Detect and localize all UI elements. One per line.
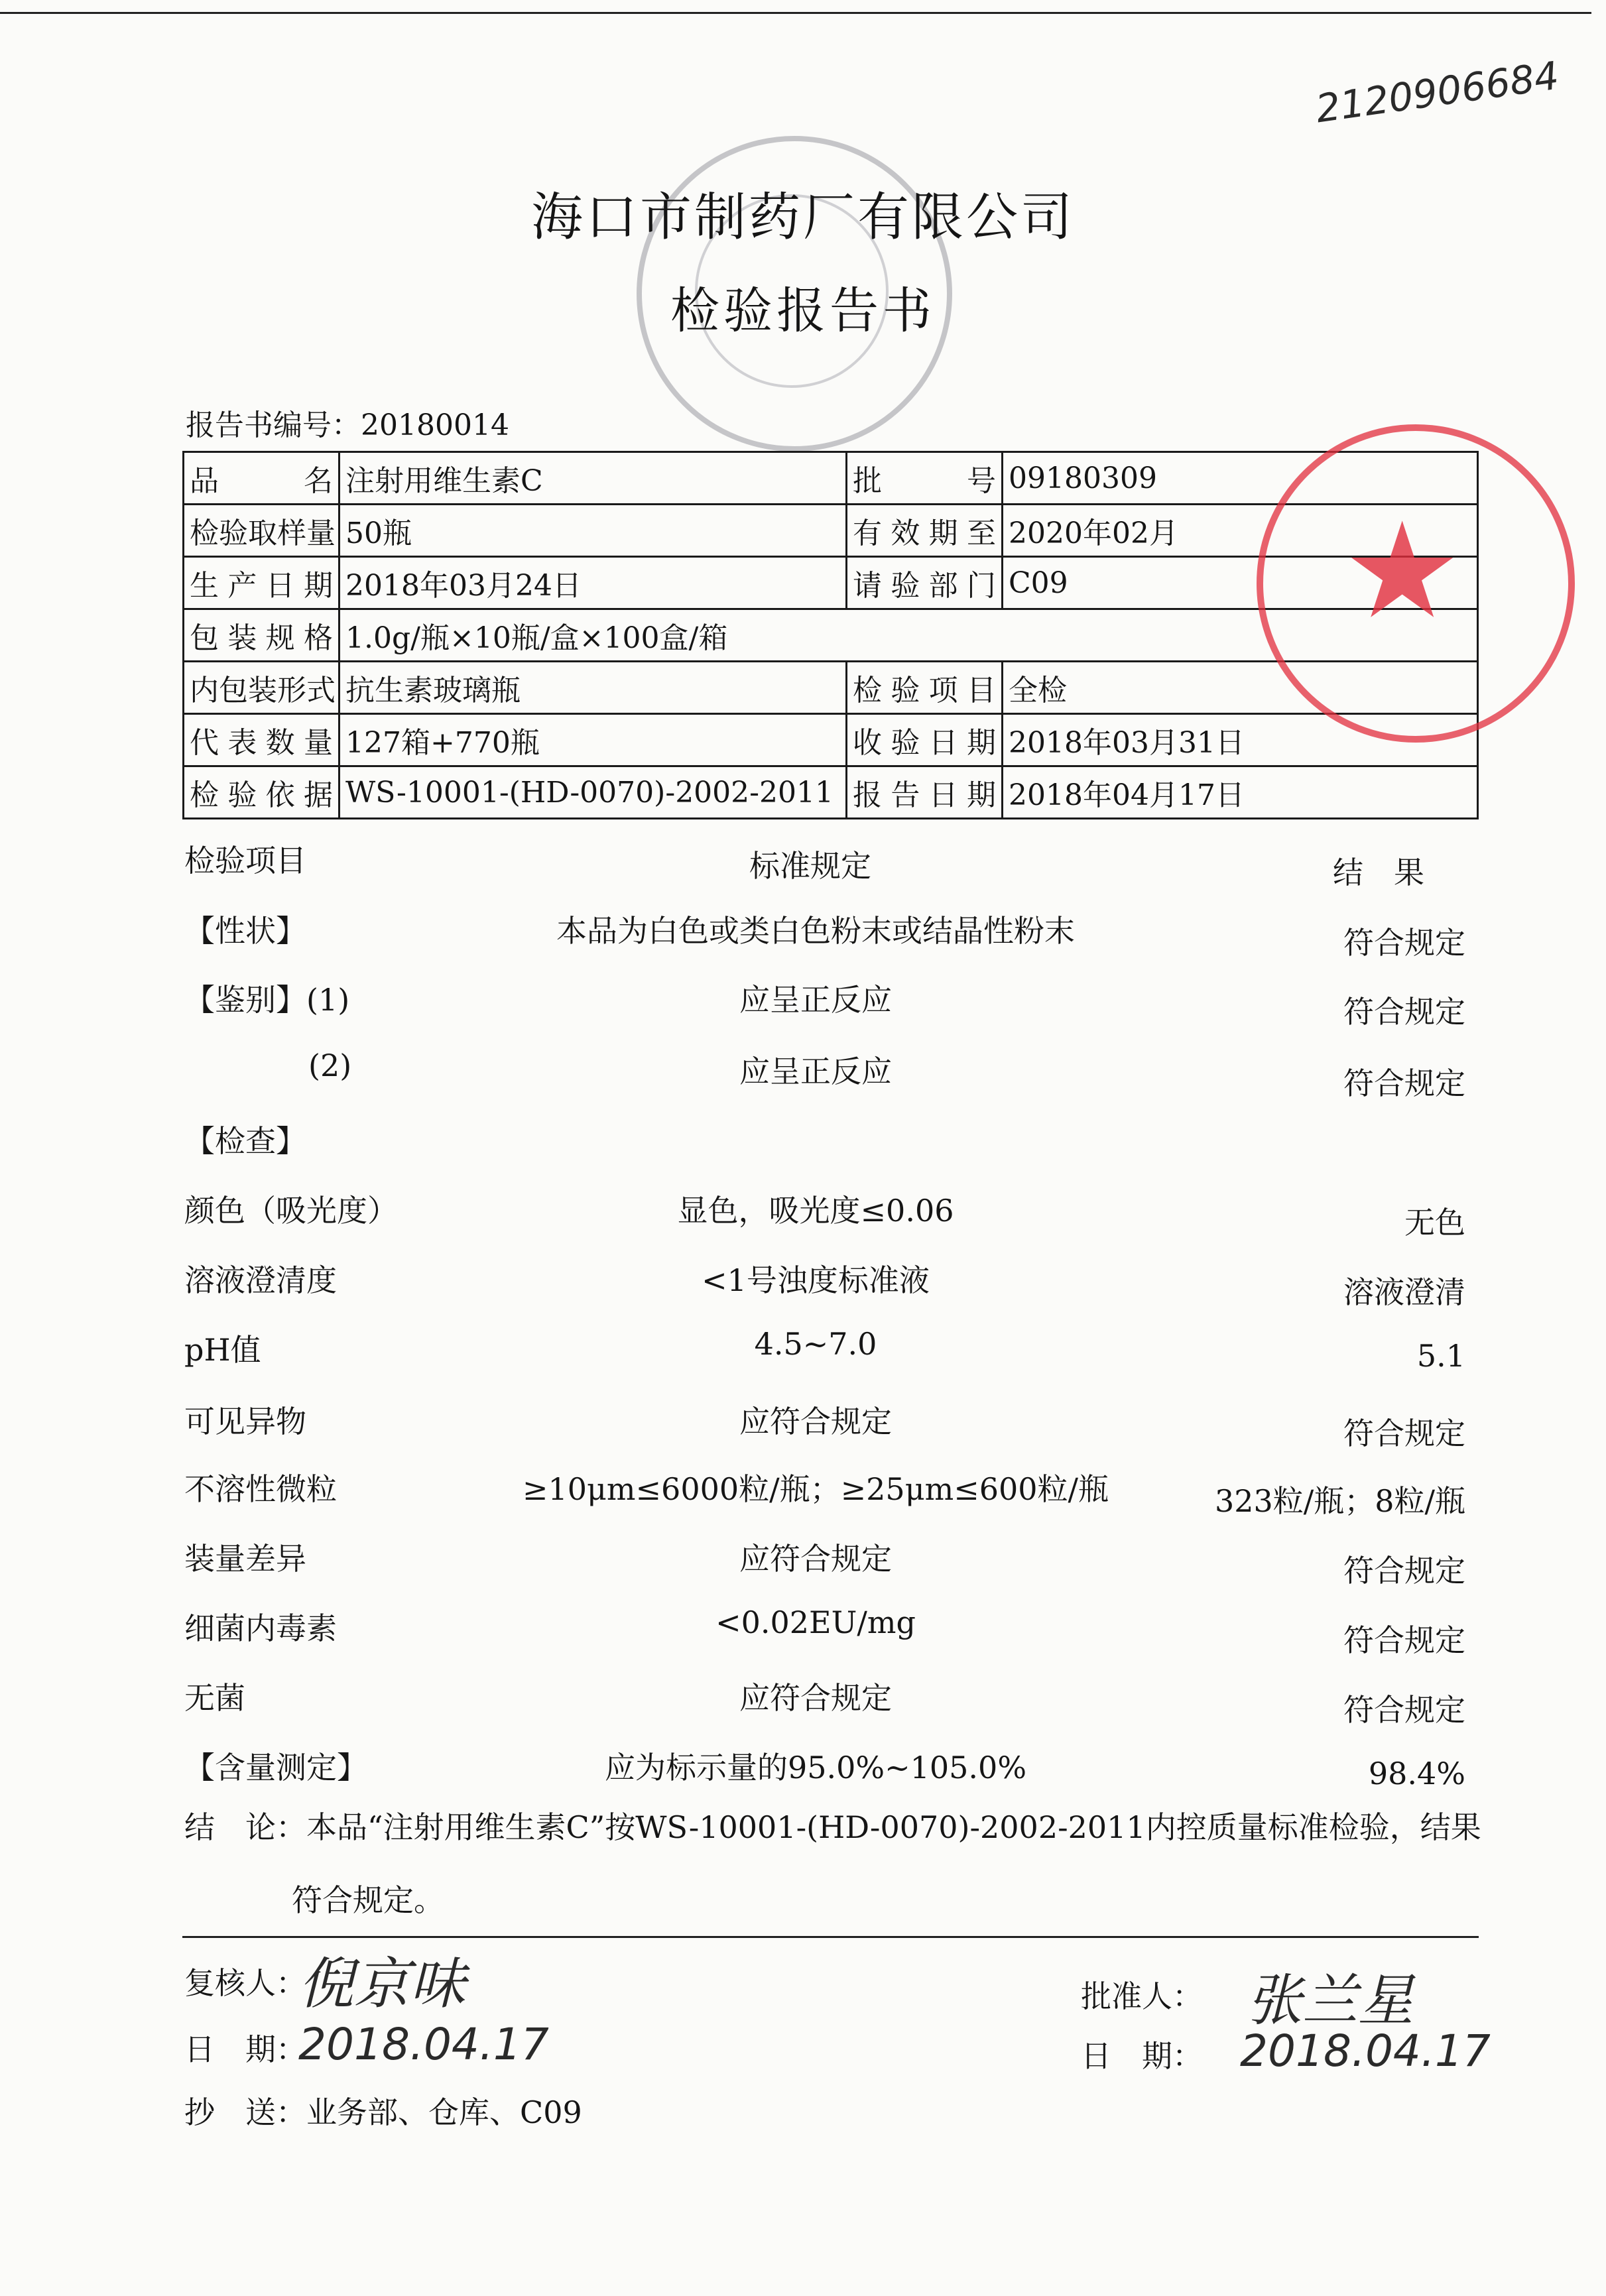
- header-result: 结 果: [1333, 855, 1424, 890]
- test-row: [0, 1187, 1606, 1240]
- conclusion-text-continued: 符合规定。: [292, 1882, 444, 1918]
- test-name: (2): [308, 1048, 352, 1083]
- approver-date-label: 日 期：: [1081, 2038, 1203, 2074]
- test-name: 无菌: [184, 1680, 245, 1716]
- test-standard: 应为标示量的95.0%~105.0%: [604, 1750, 1027, 1785]
- test-row: [0, 1465, 1606, 1518]
- expiry-value: 2020年02月: [1003, 505, 1478, 557]
- company-name: 海口市制药厂有限公司: [530, 188, 1075, 247]
- test-row: [0, 1048, 1606, 1101]
- basis-label: 检验依据: [184, 766, 340, 819]
- report-date-label: 报告日期: [847, 766, 1003, 819]
- test-result: 符合规定: [1343, 925, 1465, 961]
- test-result: 符合规定: [1343, 1692, 1465, 1728]
- test-row: [0, 1256, 1606, 1309]
- approver-signature: 张兰星: [1247, 1968, 1414, 2033]
- report-number: 报告书编号：20180014: [186, 408, 509, 442]
- reviewer-date-label: 日 期：: [184, 2031, 306, 2067]
- test-item-label: 检验项目: [847, 662, 1003, 714]
- test-row: [0, 1604, 1606, 1658]
- test-name: 溶液澄清度: [184, 1262, 337, 1298]
- test-result: 符合规定: [1343, 994, 1465, 1030]
- quantity-label: 代表数量: [184, 714, 340, 766]
- test-result: 符合规定: [1343, 1065, 1465, 1101]
- conclusion-text: 结 论：本品“注射用维生素C”按WS-10001-(HD-0070)-2002-2011内控质量标准检验，结果: [184, 1809, 1481, 1845]
- test-standard: 应呈正反应: [739, 1054, 892, 1089]
- batch-value: 09180309: [1003, 452, 1478, 505]
- production-date-value: 2018年03月24日: [340, 557, 847, 609]
- test-standard: 应符合规定: [739, 1541, 892, 1577]
- test-standard: ≥10μm≤6000粒/瓶；≥25μm≤600粒/瓶: [522, 1471, 1109, 1507]
- test-name: 颜色（吸光度）: [184, 1193, 398, 1229]
- expiry-label: 有效期至: [847, 505, 1003, 557]
- spec-value: 1.0g/瓶×10瓶/盒×100盒/箱: [340, 609, 1478, 662]
- test-row: [0, 1326, 1606, 1379]
- test-row: [0, 1744, 1606, 1797]
- test-result: 溶液澄清: [1343, 1274, 1465, 1310]
- reviewer-date: 2018.04.17: [298, 2019, 549, 2070]
- test-result: 符合规定: [1343, 1416, 1465, 1451]
- info-row: [184, 766, 1478, 819]
- test-result: 323粒/瓶；8粒/瓶: [1214, 1483, 1465, 1519]
- test-name: 【检查】: [184, 1123, 306, 1159]
- test-item-value: 全检: [1003, 662, 1478, 714]
- test-standard: 4.5~7.0: [754, 1326, 877, 1362]
- quantity-value: 127箱+770瓶: [340, 714, 847, 766]
- dept-value: C09: [1003, 557, 1478, 609]
- test-name: 不溶性微粒: [184, 1471, 337, 1507]
- handwritten-reference-number: 2120906684: [1313, 52, 1562, 132]
- product-name-label: 品 名: [184, 452, 340, 505]
- test-standard: 应符合规定: [739, 1680, 892, 1716]
- approver-date: 2018.04.17: [1240, 2025, 1491, 2077]
- header-item: 检验项目: [184, 843, 306, 878]
- test-row: [0, 1674, 1606, 1727]
- test-result: 符合规定: [1343, 1622, 1465, 1658]
- test-standard: <0.02EU/mg: [715, 1604, 916, 1640]
- test-name: 装量差异: [184, 1541, 306, 1577]
- test-row: [0, 976, 1606, 1029]
- cc-line: 抄 送：业务部、仓库、C09: [184, 2094, 582, 2130]
- test-name: 【鉴别】(1): [184, 982, 350, 1018]
- inner-pack-value: 抗生素玻璃瓶: [340, 662, 847, 714]
- test-row: [0, 1398, 1606, 1451]
- quality-seal-stamp: [1257, 424, 1575, 743]
- approver-label: 批准人：: [1081, 1978, 1203, 2014]
- test-row: [0, 907, 1606, 960]
- test-standard: 应呈正反应: [739, 982, 892, 1018]
- test-name: 【性状】: [184, 913, 306, 949]
- test-row: [0, 1535, 1606, 1588]
- test-result: 符合规定: [1343, 1553, 1465, 1589]
- test-name: 可见异物: [184, 1404, 306, 1439]
- info-row: [184, 714, 1478, 766]
- sample-qty-value: 50瓶: [340, 505, 847, 557]
- report-date-value: 2018年04月17日: [1003, 766, 1478, 819]
- spec-label: 包装规格: [184, 609, 340, 662]
- test-standard: 本品为白色或类白色粉末或结晶性粉末: [556, 913, 1075, 949]
- receive-date-label: 收验日期: [847, 714, 1003, 766]
- star-icon: ★: [1343, 494, 1462, 648]
- divider: [182, 1936, 1479, 1938]
- test-result: 98.4%: [1368, 1756, 1465, 1791]
- test-result: 无色: [1404, 1205, 1465, 1240]
- test-name: 细菌内毒素: [184, 1610, 337, 1646]
- receive-date-value: 2018年03月31日: [1003, 714, 1478, 766]
- dept-label: 请验部门: [847, 557, 1003, 609]
- sample-qty-label: 检验取样量: [184, 505, 340, 557]
- product-name-value: 注射用维生素C: [340, 452, 847, 505]
- production-date-label: 生产日期: [184, 557, 340, 609]
- basis-value: WS-10001-(HD-0070)-2002-2011: [340, 766, 847, 819]
- test-result: 5.1: [1416, 1338, 1465, 1374]
- batch-label: 批 号: [847, 452, 1003, 505]
- reviewer-label: 复核人：: [184, 1965, 306, 2001]
- inner-pack-label: 内包装形式: [184, 662, 340, 714]
- test-standard: 显色，吸光度≤0.06: [677, 1193, 954, 1229]
- header-standard: 标准规定: [749, 848, 871, 884]
- test-standard: 应符合规定: [739, 1404, 892, 1439]
- test-standard: <1号浊度标准液: [702, 1262, 930, 1298]
- reviewer-signature: 倪京味: [298, 1951, 466, 2016]
- test-name: pH值: [184, 1332, 261, 1368]
- test-name: 【含量测定】: [184, 1750, 367, 1785]
- top-border-line: [0, 12, 1591, 14]
- test-section-heading: [0, 1117, 1606, 1170]
- document-title: 检验报告书: [670, 282, 936, 339]
